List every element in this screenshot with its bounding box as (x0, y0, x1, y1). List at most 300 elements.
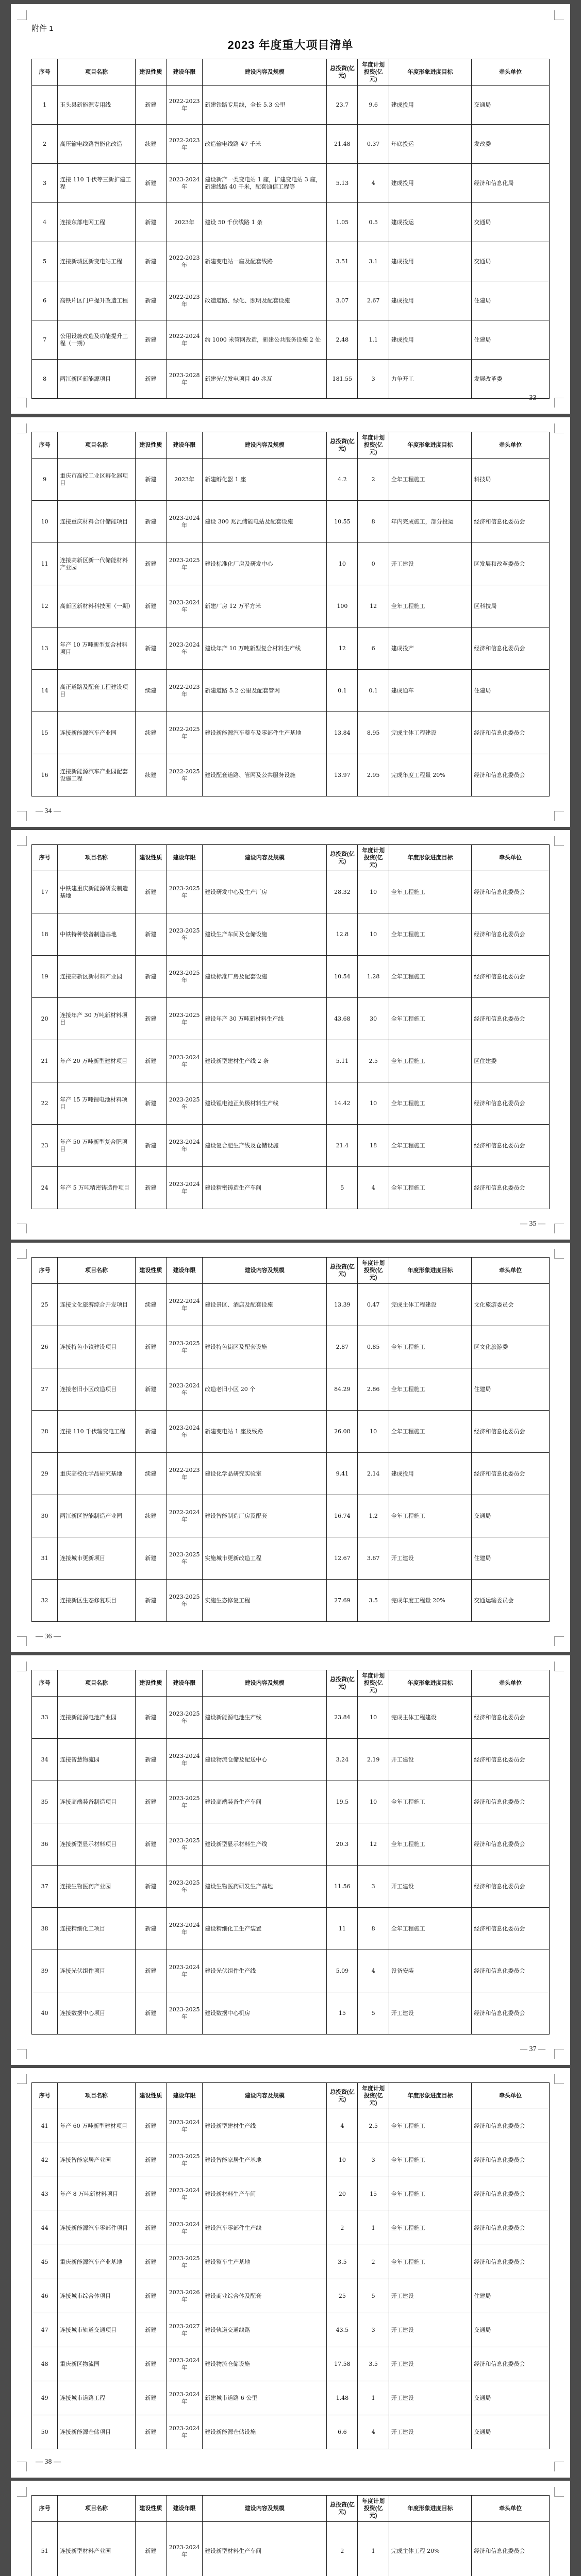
cell-name: 连接 110 千伏输变电工程 (58, 1411, 136, 1453)
table-row (32, 1167, 550, 1209)
cell-plan: 10 (358, 1082, 389, 1125)
cell-dept: 经济和信息化局 (472, 164, 550, 203)
cell-dept: 经济和信息化委员会 (472, 1781, 550, 1823)
cell-name: 连接光伏组件项目 (58, 1950, 136, 1992)
cell-total: 26.08 (327, 1411, 358, 1453)
cell-name: 重庆新能源汽车产业基地 (58, 2245, 136, 2279)
cell-period: 2022-2025年 (167, 754, 203, 796)
cell-name: 连接生物医药产业园 (58, 1866, 136, 1908)
cell-no: 38 (32, 1908, 58, 1950)
cell-progress: 全年工程施工 (389, 1125, 472, 1167)
cell-progress: 完成主体工程 20% (389, 2522, 472, 2576)
crop-mark-icon (17, 2462, 27, 2471)
cell-total: 4 (327, 2109, 358, 2143)
cell-plan: 4 (358, 2415, 389, 2449)
cell-name: 中铁建重庆新能源研发制造基地 (58, 871, 136, 913)
cell-type: 新建 (135, 164, 166, 203)
column-header-content: 建设内容及规模 (203, 59, 327, 86)
column-header-content: 建设内容及规模 (203, 2496, 327, 2522)
cell-content: 建设高端装备生产车间 (203, 1781, 327, 1823)
cell-period: 2023-2025年 (167, 1082, 203, 1125)
cell-total: 2.48 (327, 320, 358, 360)
cell-total: 28.32 (327, 871, 358, 913)
column-header-name: 项目名称 (58, 845, 136, 871)
cell-content: 新建光伏发电项目 40 兆瓦 (203, 360, 327, 399)
cell-progress: 开工建设 (389, 2415, 472, 2449)
cell-content: 建设景区、酒店及配套设施 (203, 1284, 327, 1326)
cell-period: 2022-2023年 (167, 125, 203, 164)
table-header-row (32, 2083, 550, 2109)
cell-total: 5.09 (327, 1950, 358, 1992)
cell-name: 高正道路及配套工程建设项目 (58, 670, 136, 712)
cell-no: 4 (32, 203, 58, 242)
cell-plan: 8.95 (358, 712, 389, 754)
cell-dept: 经济和信息化委员会 (472, 956, 550, 998)
crop-mark-icon (554, 398, 564, 408)
cell-no: 39 (32, 1950, 58, 1992)
cell-plan: 10 (358, 1697, 389, 1739)
cell-type: 续建 (135, 1284, 166, 1326)
cell-plan: 5 (358, 2279, 389, 2313)
cell-plan: 2 (358, 2245, 389, 2279)
table-row (32, 712, 550, 754)
table-header-row (32, 2496, 550, 2522)
column-header-dept: 牵头单位 (472, 2083, 550, 2109)
cell-type: 新建 (135, 1040, 166, 1082)
cell-period: 2023年 (167, 459, 203, 501)
cell-dept: 经济和信息化委员会 (472, 628, 550, 670)
table-row (32, 1082, 550, 1125)
table-row (32, 281, 550, 320)
table-row (32, 501, 550, 543)
cell-no: 50 (32, 2415, 58, 2449)
table-row (32, 1453, 550, 1495)
table-header-row (32, 1258, 550, 1284)
cell-total: 5.11 (327, 1040, 358, 1082)
column-header-plan: 年度计划投资(亿元) (358, 1258, 389, 1284)
cell-content: 建设新型建材生产线 (203, 2109, 327, 2143)
cell-period: 2023-2025年 (167, 871, 203, 913)
cell-type: 新建 (135, 1167, 166, 1209)
cell-dept: 交通局 (472, 2381, 550, 2415)
column-header-no: 序号 (32, 2496, 58, 2522)
cell-no: 12 (32, 585, 58, 628)
table-row (32, 2245, 550, 2279)
cell-dept: 区住建委 (472, 1040, 550, 1082)
cell-dept: 发改委 (472, 125, 550, 164)
cell-period: 2023-2024年 (167, 1739, 203, 1781)
column-header-content: 建设内容及规模 (203, 1258, 327, 1284)
cell-total: 9.41 (327, 1453, 358, 1495)
cell-name: 连接东部电网工程 (58, 203, 136, 242)
cell-no: 14 (32, 670, 58, 712)
cell-no: 11 (32, 543, 58, 585)
crop-mark-icon (554, 811, 564, 821)
column-header-type: 建设性质 (135, 2496, 166, 2522)
column-header-content: 建设内容及规模 (203, 845, 327, 871)
cell-name: 连接智慧物流园 (58, 1739, 136, 1781)
cell-name: 连接新城区新变电站工程 (58, 242, 136, 281)
cell-type: 新建 (135, 1823, 166, 1866)
cell-progress: 完成年度工程量 20% (389, 754, 472, 796)
cell-name: 年产 20 万吨新型建材项目 (58, 1040, 136, 1082)
cell-no: 33 (32, 1697, 58, 1739)
cell-content: 建设数据中心机房 (203, 1992, 327, 2035)
column-header-type: 建设性质 (135, 1670, 166, 1697)
cell-type: 新建 (135, 1908, 166, 1950)
cell-no: 13 (32, 628, 58, 670)
column-header-plan: 年度计划投资(亿元) (358, 2083, 389, 2109)
crop-mark-icon (17, 2074, 27, 2084)
column-header-period: 建设年限 (167, 2083, 203, 2109)
column-header-type: 建设性质 (135, 432, 166, 459)
cell-no: 42 (32, 2143, 58, 2177)
cell-no: 17 (32, 871, 58, 913)
cell-progress: 全年工程施工 (389, 1040, 472, 1082)
cell-plan: 1.1 (358, 320, 389, 360)
cell-plan: 1.28 (358, 956, 389, 998)
cell-total: 11 (327, 1908, 358, 1950)
cell-progress: 全年工程施工 (389, 1823, 472, 1866)
cell-type: 新建 (135, 2245, 166, 2279)
cell-plan: 2 (358, 459, 389, 501)
cell-period: 2023-2024年 (167, 1411, 203, 1453)
cell-no: 46 (32, 2279, 58, 2313)
cell-progress: 建成投用 (389, 86, 472, 125)
cell-dept: 经济和信息化委员会 (472, 712, 550, 754)
table-row (32, 2381, 550, 2415)
cell-total: 12.67 (327, 1537, 358, 1580)
cell-dept: 经济和信息化委员会 (472, 1125, 550, 1167)
cell-content: 建设精细化工生产装置 (203, 1908, 327, 1950)
cell-total: 20.3 (327, 1823, 358, 1866)
cell-plan: 1.2 (358, 1495, 389, 1537)
column-header-period: 建设年限 (167, 1258, 203, 1284)
cell-type: 新建 (135, 320, 166, 360)
cell-total: 23.7 (327, 86, 358, 125)
cell-plan: 3.67 (358, 1537, 389, 1580)
cell-type: 续建 (135, 670, 166, 712)
cell-content: 建设生物医药研发生产基地 (203, 1866, 327, 1908)
cell-plan: 30 (358, 998, 389, 1040)
column-header-period: 建设年限 (167, 1670, 203, 1697)
cell-progress: 全年工程施工 (389, 1411, 472, 1453)
cell-name: 年产 15 万吨锂电池材料项目 (58, 1082, 136, 1125)
column-header-content: 建设内容及规模 (203, 1670, 327, 1697)
cell-name: 连接新能源仓储项目 (58, 2415, 136, 2449)
table-row (32, 1368, 550, 1411)
cell-no: 40 (32, 1992, 58, 2035)
cell-content: 新建城市道路 6 公里 (203, 2381, 327, 2415)
cell-type: 新建 (135, 1326, 166, 1368)
cell-content: 建设智能制造厂房及配套 (203, 1495, 327, 1537)
cell-dept: 交通局 (472, 1495, 550, 1537)
table-header-row (32, 59, 550, 86)
column-header-content: 建设内容及规模 (203, 432, 327, 459)
cell-total: 3.07 (327, 281, 358, 320)
project-table (31, 2082, 550, 2449)
cell-progress: 开工建设 (389, 1992, 472, 2035)
column-header-name: 项目名称 (58, 432, 136, 459)
cell-no: 22 (32, 1082, 58, 1125)
column-header-plan: 年度计划投资(亿元) (358, 2496, 389, 2522)
column-header-period: 建设年限 (167, 432, 203, 459)
cell-name: 两江新区智能制造产业园 (58, 1495, 136, 1537)
cell-progress: 完成主体工程建设 (389, 712, 472, 754)
table-row (32, 242, 550, 281)
cell-name: 连接年产 30 万吨新材料项目 (58, 998, 136, 1040)
cell-name: 高铁片区门户提升改造工程 (58, 281, 136, 320)
document-page (11, 4, 570, 414)
cell-no: 36 (32, 1823, 58, 1866)
cell-plan: 6 (358, 628, 389, 670)
cell-dept: 经济和信息化委员会 (472, 1082, 550, 1125)
cell-plan: 12 (358, 585, 389, 628)
cell-name: 年产 8 万吨新材料项目 (58, 2177, 136, 2211)
cell-no: 1 (32, 86, 58, 125)
cell-plan: 4 (358, 1167, 389, 1209)
table-row (32, 2347, 550, 2381)
cell-name: 重庆新区物流园 (58, 2347, 136, 2381)
cell-name: 连接新能源汽车产业园配套设施工程 (58, 754, 136, 796)
cell-plan: 0.85 (358, 1326, 389, 1368)
cell-type: 新建 (135, 1992, 166, 2035)
cell-content: 新建道路 5.2 公里及配套管网 (203, 670, 327, 712)
cell-type: 新建 (135, 2177, 166, 2211)
cell-no: 43 (32, 2177, 58, 2211)
column-header-name: 项目名称 (58, 2496, 136, 2522)
table-row (32, 2143, 550, 2177)
cell-total: 11.56 (327, 1866, 358, 1908)
cell-name: 连接高新区新材料产业园 (58, 956, 136, 998)
column-header-name: 项目名称 (58, 1670, 136, 1697)
column-header-name: 项目名称 (58, 59, 136, 86)
cell-progress: 建成投用 (389, 242, 472, 281)
cell-plan: 1 (358, 2211, 389, 2245)
cell-progress: 全年工程施工 (389, 1908, 472, 1950)
cell-total: 100 (327, 585, 358, 628)
cell-total: 13.97 (327, 754, 358, 796)
cell-name: 连接新型材料产业园 (58, 2522, 136, 2576)
cell-name: 连接高新区新一代储能材料产业园 (58, 543, 136, 585)
column-header-progress: 年度形象进度目标 (389, 2083, 472, 2109)
cell-progress: 全年工程施工 (389, 998, 472, 1040)
document-page (11, 417, 570, 827)
cell-dept: 经济和信息化委员会 (472, 1950, 550, 1992)
table-row (32, 125, 550, 164)
cell-period: 2023-2024年 (167, 1908, 203, 1950)
cell-plan: 0.47 (358, 1284, 389, 1326)
cell-name: 连接新型显示材料项目 (58, 1823, 136, 1866)
cell-content: 建设新产一类变电站 1 座，扩建变电站 3 座，新建线路 40 千米，配套通信工程等 (203, 164, 327, 203)
cell-plan: 10 (358, 871, 389, 913)
cell-name: 年产 50 万吨新型复合肥项目 (58, 1125, 136, 1167)
cell-period: 2023-2024年 (167, 2415, 203, 2449)
cell-total: 10.54 (327, 956, 358, 998)
cell-no: 44 (32, 2211, 58, 2245)
cell-progress: 开工建设 (389, 1537, 472, 1580)
cell-no: 30 (32, 1495, 58, 1537)
cell-total: 6.6 (327, 2415, 358, 2449)
cell-type: 新建 (135, 956, 166, 998)
cell-progress: 全年工程施工 (389, 585, 472, 628)
column-header-progress: 年度形象进度目标 (389, 1258, 472, 1284)
cell-total: 84.29 (327, 1368, 358, 1411)
cell-content: 建设整车生产基地 (203, 2245, 327, 2279)
crop-mark-icon (17, 10, 27, 20)
cell-progress: 开工建设 (389, 2381, 472, 2415)
cell-content: 新建铁路专用线，全长 5.3 公里 (203, 86, 327, 125)
cell-name: 连接高端装备制造项目 (58, 1781, 136, 1823)
cell-period: 2023-2024年 (167, 501, 203, 543)
cell-dept: 经济和信息化委员会 (472, 754, 550, 796)
cell-plan: 0 (358, 543, 389, 585)
table-row (32, 1697, 550, 1739)
cell-no: 20 (32, 998, 58, 1040)
cell-progress: 建成投用 (389, 164, 472, 203)
cell-plan: 0.5 (358, 203, 389, 242)
cell-content: 建设新型显示材料生产线 (203, 1823, 327, 1866)
column-header-type: 建设性质 (135, 59, 166, 86)
cell-period: 2023-2025年 (167, 913, 203, 956)
table-row (32, 628, 550, 670)
cell-progress: 年内完成施工，部分投运 (389, 501, 472, 543)
cell-no: 35 (32, 1781, 58, 1823)
cell-name: 重庆市高校工业区孵化器项目 (58, 459, 136, 501)
cell-progress: 开工建设 (389, 543, 472, 585)
cell-content: 建设 300 兆瓦储能电站及配套设施 (203, 501, 327, 543)
cell-content: 建设研发中心及生产厂房 (203, 871, 327, 913)
cell-plan: 10 (358, 1781, 389, 1823)
cell-type: 新建 (135, 501, 166, 543)
cell-period: 2023-2028年 (167, 360, 203, 399)
cell-progress: 全年工程施工 (389, 1082, 472, 1125)
column-header-dept: 牵头单位 (472, 1258, 550, 1284)
cell-progress: 力争开工 (389, 360, 472, 399)
cell-type: 新建 (135, 86, 166, 125)
cell-name: 连接城市更新项目 (58, 1537, 136, 1580)
crop-mark-icon (554, 423, 564, 433)
page-number: — 38 — (36, 2458, 61, 2466)
cell-no: 23 (32, 1125, 58, 1167)
column-header-period: 建设年限 (167, 59, 203, 86)
cell-content: 建设光伏组件生产线 (203, 1950, 327, 1992)
crop-mark-icon (17, 1662, 27, 1671)
cell-period: 2022-2023年 (167, 1453, 203, 1495)
cell-name: 连接新区生态修复项目 (58, 1580, 136, 1622)
cell-period: 2023-2025年 (167, 1992, 203, 2035)
cell-type: 新建 (135, 585, 166, 628)
cell-progress: 全年工程施工 (389, 2211, 472, 2245)
cell-dept: 住建局 (472, 320, 550, 360)
cell-period: 2023-2024年 (167, 1125, 203, 1167)
cell-period: 2023年 (167, 203, 203, 242)
cell-period: 2023-2026年 (167, 2279, 203, 2313)
cell-plan: 3 (358, 2143, 389, 2177)
cell-no: 5 (32, 242, 58, 281)
cell-period: 2023-2024年 (167, 2522, 203, 2576)
cell-progress: 建成投用 (389, 1453, 472, 1495)
cell-progress: 全年工程施工 (389, 2143, 472, 2177)
table-row (32, 2211, 550, 2245)
cell-content: 新建变电站 1 座及线路 (203, 1411, 327, 1453)
cell-period: 2023-2025年 (167, 543, 203, 585)
table-row (32, 164, 550, 203)
column-header-content: 建设内容及规模 (203, 2083, 327, 2109)
crop-mark-icon (17, 1249, 27, 1259)
cell-progress: 建成通车 (389, 670, 472, 712)
cell-type: 新建 (135, 2381, 166, 2415)
cell-type: 新建 (135, 1411, 166, 1453)
page-number: — 35 — (520, 1220, 545, 1228)
cell-type: 新建 (135, 543, 166, 585)
column-header-total: 总投资(亿元) (327, 59, 358, 86)
table-row (32, 1866, 550, 1908)
cell-no: 25 (32, 1284, 58, 1326)
cell-dept: 住建局 (472, 2279, 550, 2313)
cell-dept: 住建局 (472, 1368, 550, 1411)
table-row (32, 1040, 550, 1082)
column-header-total: 总投资(亿元) (327, 432, 358, 459)
cell-dept: 交通局 (472, 242, 550, 281)
project-table (31, 844, 550, 1209)
table-row (32, 670, 550, 712)
column-header-dept: 牵头单位 (472, 1670, 550, 1697)
cell-period: 2023-2024年 (167, 164, 203, 203)
cell-type: 新建 (135, 1781, 166, 1823)
cell-content: 建设生产车间及仓储设施 (203, 913, 327, 956)
cell-period: 2023-2024年 (167, 1950, 203, 1992)
cell-dept: 经济和信息化委员会 (472, 998, 550, 1040)
column-header-plan: 年度计划投资(亿元) (358, 845, 389, 871)
column-header-type: 建设性质 (135, 845, 166, 871)
cell-content: 建设配套道路、管网及公共服务设施 (203, 754, 327, 796)
cell-content: 建设新型材料生产车间 (203, 2522, 327, 2576)
cell-dept: 交通运输委员会 (472, 1580, 550, 1622)
cell-plan: 4 (358, 164, 389, 203)
cell-name: 公用设施改造及功能提升工程（一期） (58, 320, 136, 360)
cell-period: 2023-2025年 (167, 1580, 203, 1622)
table-header-row (32, 432, 550, 459)
cell-name: 连接数据中心项目 (58, 1992, 136, 2035)
cell-no: 18 (32, 913, 58, 956)
cell-dept: 科技局 (472, 459, 550, 501)
column-header-total: 总投资(亿元) (327, 845, 358, 871)
cell-dept: 经济和信息化委员会 (472, 1697, 550, 1739)
table-row (32, 2279, 550, 2313)
cell-no: 47 (32, 2313, 58, 2347)
cell-progress: 全年工程施工 (389, 459, 472, 501)
table-row (32, 1411, 550, 1453)
cell-content: 建设新能源仓储设施 (203, 2415, 327, 2449)
cell-type: 新建 (135, 2415, 166, 2449)
cell-name: 连接重庆材料合计储能项目 (58, 501, 136, 543)
cell-no: 6 (32, 281, 58, 320)
project-table (31, 432, 550, 796)
document-page (11, 2481, 570, 2576)
cell-name: 连接智能家居产业园 (58, 2143, 136, 2177)
table-row (32, 1823, 550, 1866)
cell-content: 建设特色街区及配套设施 (203, 1326, 327, 1368)
cell-content: 改造老旧小区 20 个 (203, 1368, 327, 1411)
cell-no: 8 (32, 360, 58, 399)
column-header-progress: 年度形象进度目标 (389, 59, 472, 86)
cell-dept: 经济和信息化委员会 (472, 2211, 550, 2245)
cell-type: 续建 (135, 1495, 166, 1537)
crop-mark-icon (17, 1636, 27, 1646)
table-row (32, 320, 550, 360)
cell-dept: 交通局 (472, 203, 550, 242)
